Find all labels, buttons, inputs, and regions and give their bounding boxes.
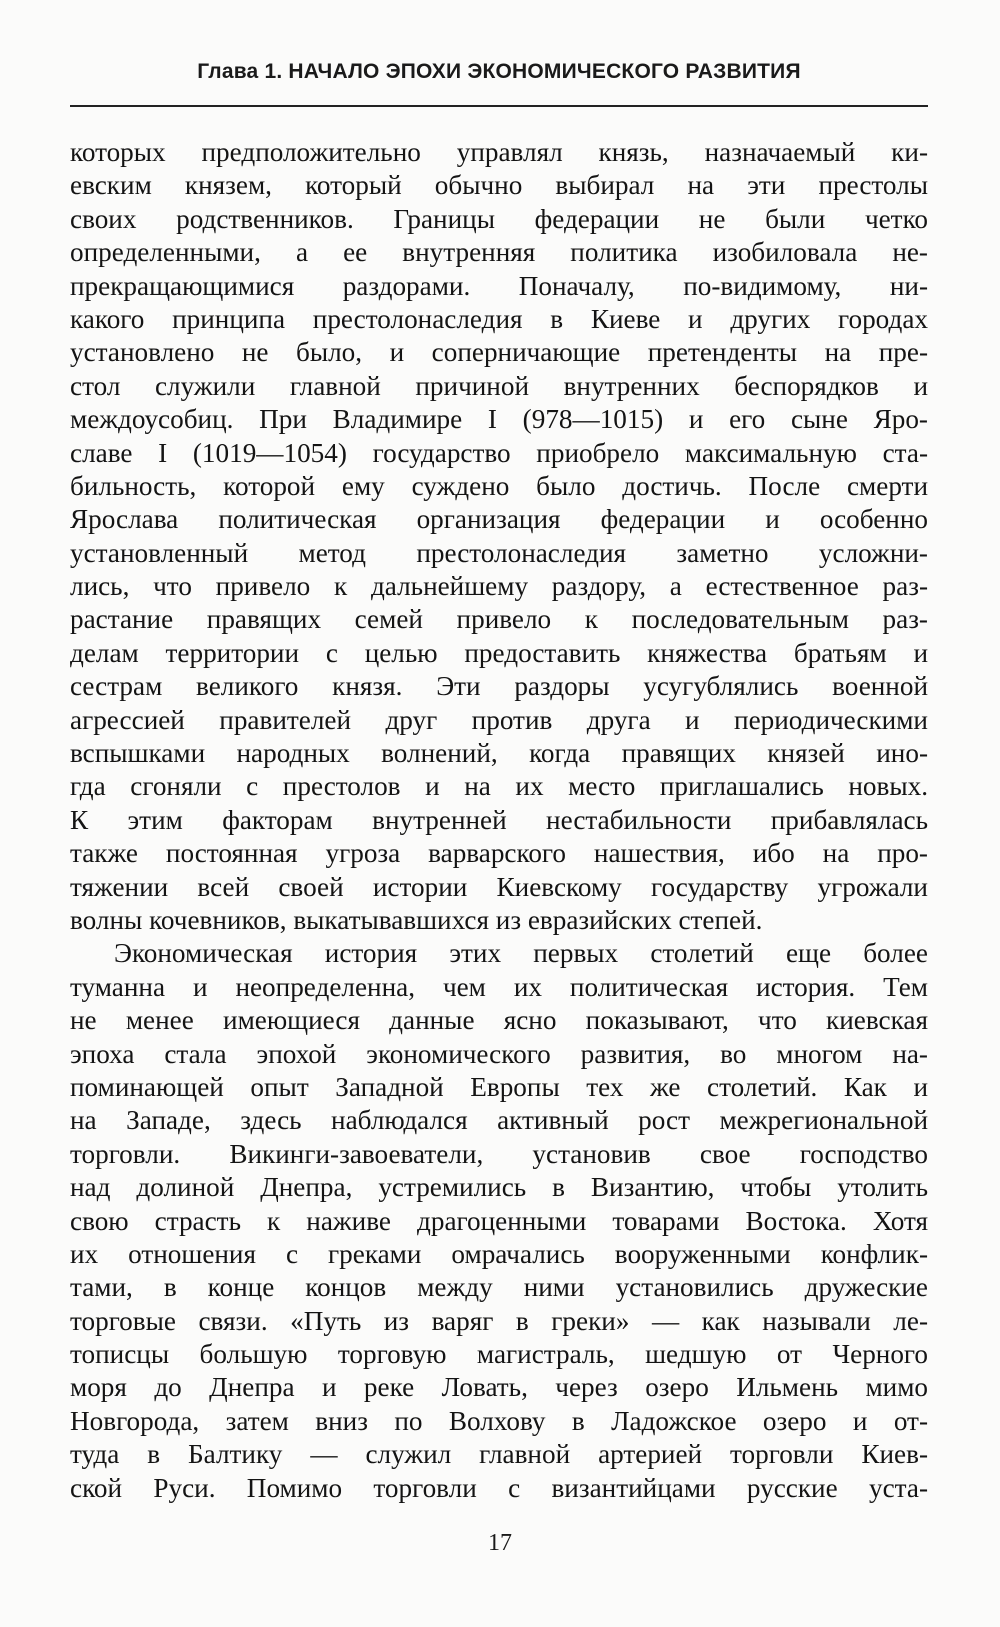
text-line: Ярослава политическая организация федерации и особенно	[70, 504, 928, 535]
text-line: вспышками народных волнений, когда правящих князей ино-	[70, 738, 928, 769]
page-body	[70, 136, 928, 1505]
text-line: К этим факторам внутренней нестабильности прибавлялась	[70, 804, 928, 835]
text-line: Экономическая история этих первых столетий еще более	[114, 938, 928, 969]
text-line: агрессией правителей друг против друга и периодическими	[70, 704, 928, 735]
running-header: Глава 1. НАЧАЛО ЭПОХИ ЭКОНОМИЧЕСКОГО РАЗВИТИЯ	[197, 60, 801, 83]
text-line: которых предположительно управлял князь, назначаемый ки-	[70, 137, 928, 167]
text-line: торговые связи. «Путь из варяг в греки» — как называли ле-	[70, 1305, 928, 1336]
text-line: установленный метод престолонаследия заметно усложни-	[70, 537, 928, 568]
text-line: установлено не было, и соперничающие претенденты на пре-	[70, 337, 928, 368]
text-line: междоусобиц. При Владимире I (978—1015) и его сыне Яро-	[70, 404, 928, 435]
text-line: бильность, которой ему суждено было достичь. После смерти	[70, 470, 928, 501]
text-line: торговли. Викинги-завоеватели, установив свое господство	[70, 1138, 928, 1169]
text-line: прекращающимися раздорами. Поначалу, по-видимому, ни-	[70, 270, 928, 301]
text-line: не менее имеющиеся данные ясно показывают, что киевская	[70, 1005, 928, 1036]
text-line: тописцы большую торговую магистраль, шедшую от Черного	[70, 1339, 928, 1370]
text-line: сестрам великого князя. Эти раздоры усугублялись военной	[70, 671, 928, 702]
text-line: на Западе, здесь наблюдался активный рост межрегиональной	[70, 1105, 928, 1136]
text-line: растание правящих семей привело к последовательным раз-	[70, 604, 928, 635]
text-line: туманна и неопределенна, чем их политическая история. Тем	[70, 971, 928, 1002]
text-line: Новгорода, затем вниз по Волхову в Ладожское озеро и от-	[70, 1405, 928, 1436]
text-line: какого принципа престолонаследия в Киеве и других городах	[70, 303, 928, 334]
text-line: тами, в конце концов между ними установились дружеские	[70, 1272, 928, 1303]
text-line: туда в Балтику — служил главной артерией торговли Киев-	[70, 1439, 928, 1470]
text-line: тяжении всей своей истории Киевскому государству угрожали	[70, 871, 928, 902]
header-rule	[70, 105, 928, 107]
text-line: поминающей опыт Западной Европы тех же столетий. Как и	[70, 1071, 928, 1102]
text-line: стол служили главной причиной внутренних беспорядков и	[70, 370, 928, 401]
text-line: своих родственников. Границы федерации не были четко	[70, 203, 928, 234]
text-line: лись, что привело к дальнейшему раздору, а естественное раз-	[70, 571, 928, 602]
text-line: также постоянная угроза варварского нашествия, ибо на про-	[70, 838, 928, 869]
text-line: эпоха стала эпохой экономического развития, во многом на-	[70, 1038, 928, 1069]
text-line: гда сгоняли с престолов и на их место приглашались новых.	[70, 771, 928, 802]
text-line: определенными, а ее внутренняя политика изобиловала не-	[70, 237, 928, 268]
text-line: над долиной Днепра, устремились в Византию, чтобы утолить	[70, 1172, 928, 1203]
text-line: волны кочевников, выкатывавшихся из евразийских степей.	[70, 904, 763, 935]
text-line: евским князем, который обычно выбирал на эти престолы	[70, 170, 928, 201]
text-line: славе I (1019—1054) государство приобрело максимальную ста-	[70, 437, 928, 468]
text-line: их отношения с греками омрачались вооруженными конфлик-	[70, 1238, 928, 1269]
text-line: моря до Днепра и реке Ловать, через озеро Ильмень мимо	[70, 1372, 928, 1403]
text-line: делам территории с целью предоставить княжества братьям и	[70, 637, 928, 668]
text-line: ской Руси. Помимо торговли с византийцами русские уста-	[70, 1472, 928, 1503]
page-number: 17	[488, 1530, 512, 1556]
text-line: свою страсть к наживе драгоценными товарами Востока. Хотя	[70, 1205, 928, 1236]
